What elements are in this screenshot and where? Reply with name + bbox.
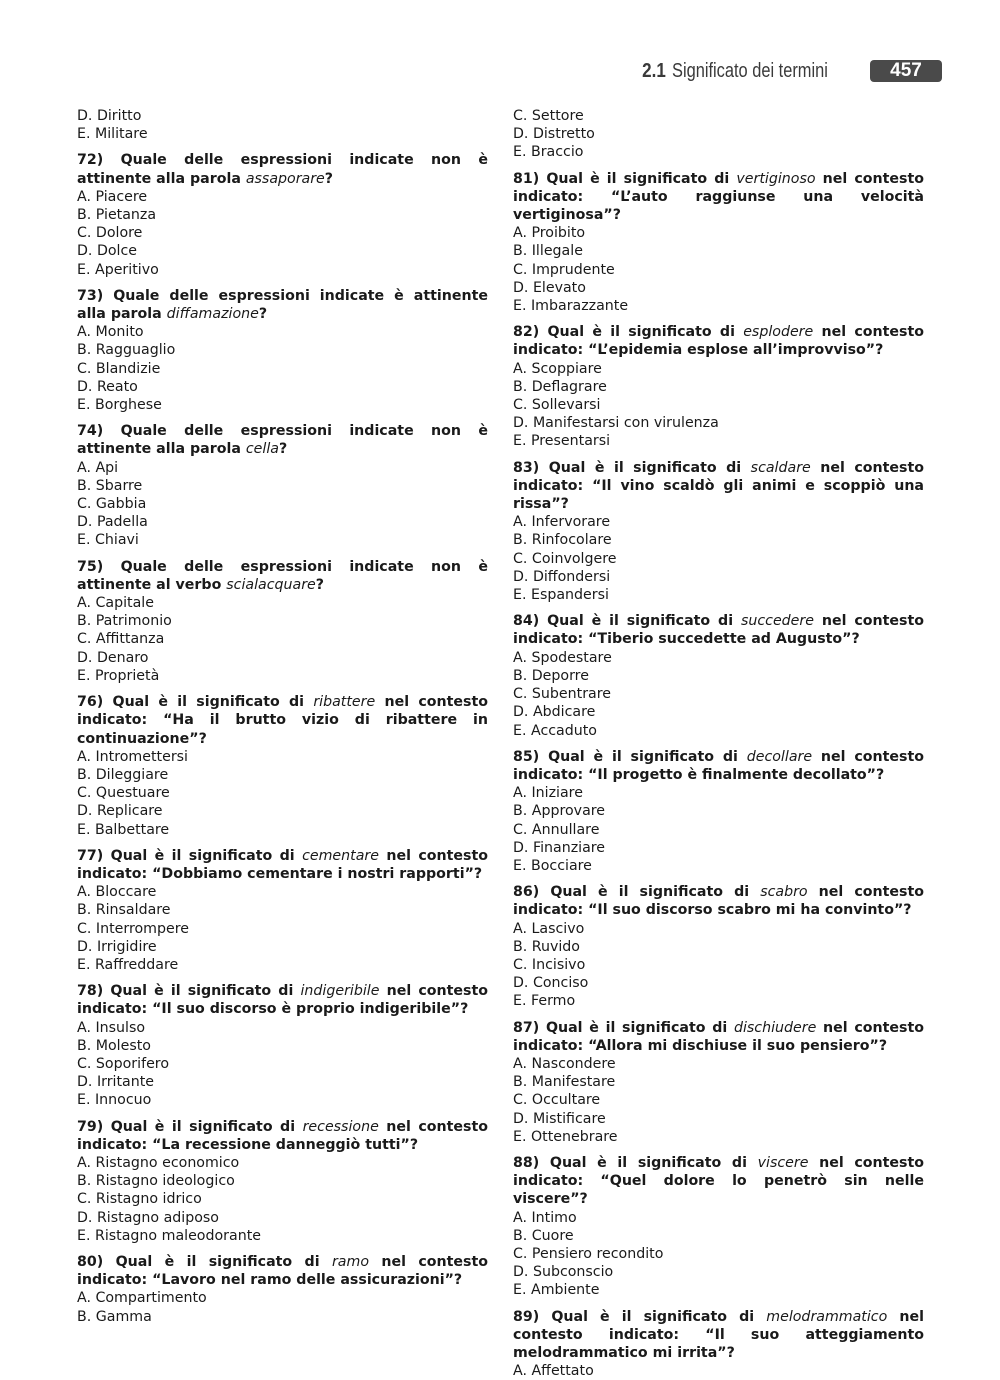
question-text xyxy=(513,1019,924,1055)
answer-option: A. Intromettersi xyxy=(77,748,188,765)
question-prefix: 72) Quale delle espressioni indicate non è attinente alla parola xyxy=(77,152,488,187)
answer-option: D. Ristagno adiposo xyxy=(77,1209,219,1226)
answer-option: E. Fermo xyxy=(513,993,576,1010)
question-prefix: 76) Qual è il significato di xyxy=(77,694,314,711)
question-prefix: 85) Qual è il significato di xyxy=(513,748,747,765)
question-block xyxy=(513,883,924,1010)
answer-option: A. Nascondere xyxy=(513,1055,616,1072)
section-number: 2.1 xyxy=(642,59,666,82)
answer-option: C. Dolore xyxy=(77,225,143,242)
answer-option: B. Illegale xyxy=(513,243,583,260)
answer-option: E. Militare xyxy=(77,126,148,143)
answer-option: D. Mistificare xyxy=(513,1110,606,1127)
answer-option: A. Capitale xyxy=(77,595,154,612)
question-prefix: 87) Qual è il significato di xyxy=(513,1019,734,1036)
question-suffix: nel contesto indicato: “Il suo discorso è proprio indigeribile”? xyxy=(77,983,488,1018)
answer-option: B. Rinfocolare xyxy=(513,532,612,549)
answer-option: D. Diffondersi xyxy=(513,568,611,585)
question-prefix: 86) Qual è il significato di xyxy=(513,884,761,901)
answer-option: C. Subentrare xyxy=(513,686,611,703)
question-suffix: nel contesto indicato: “La recessione danneggiò tutti”? xyxy=(77,1118,488,1153)
question-keyword: assaporare xyxy=(245,170,325,187)
question-keyword: vertiginoso xyxy=(736,170,816,187)
question-suffix: nel contesto indicato: “L’auto raggiunse una velocità vertiginosa”? xyxy=(513,170,924,224)
question-text xyxy=(513,748,924,784)
question-suffix: ? xyxy=(278,441,288,458)
answer-option: E. Presentarsi xyxy=(513,433,611,450)
question-text xyxy=(513,1308,924,1363)
answer-option: A. Lascivo xyxy=(513,920,585,937)
question-block xyxy=(77,1253,488,1326)
question-text xyxy=(77,422,488,458)
answer-option: B. Deporre xyxy=(513,667,589,684)
left-column xyxy=(77,107,488,1326)
question-suffix: nel contesto indicato: “Dobbiamo cementare i nostri rapporti”? xyxy=(77,847,488,882)
question-block xyxy=(77,558,488,685)
answer-option: B. Sbarre xyxy=(77,477,143,494)
question-suffix: ? xyxy=(324,170,334,187)
question-suffix: nel contesto indicato: “Tiberio succedette ad Augusto”? xyxy=(513,613,924,648)
question-prefix: 75) Quale delle espressioni indicate non è attinente al verbo xyxy=(77,558,488,593)
answer-option: A. Spodestare xyxy=(513,649,612,666)
answer-option: D. Irrigidire xyxy=(77,938,157,955)
answer-option: A. Ristagno economico xyxy=(77,1154,240,1171)
question-prefix: 81) Qual è il significato di xyxy=(513,170,737,187)
page-header xyxy=(638,60,942,82)
answer-option: B. Rinsaldare xyxy=(77,902,171,919)
question-text xyxy=(77,558,488,594)
question-text xyxy=(77,982,488,1018)
question-text xyxy=(77,151,488,187)
answer-option: A. Compartimento xyxy=(77,1290,207,1307)
answer-option: B. Molesto xyxy=(77,1037,151,1054)
answer-option: D. Distretto xyxy=(513,126,595,143)
answer-option: E. Innocuo xyxy=(77,1092,152,1109)
question-text xyxy=(513,170,924,225)
answer-option: E. Braccio xyxy=(513,144,584,161)
answer-option: E. Bocciare xyxy=(513,857,592,874)
answer-option: D. Irritante xyxy=(77,1074,155,1091)
question-keyword: ramo xyxy=(331,1253,369,1270)
answer-option: D. Conciso xyxy=(513,975,589,992)
question-block xyxy=(513,1154,924,1300)
answer-option: C. Coinvolgere xyxy=(513,550,617,567)
question-suffix: nel contesto indicato: “Allora mi dischiuse il suo pensiero”? xyxy=(513,1019,924,1054)
answer-option: D. Diritto xyxy=(77,108,142,124)
question-text xyxy=(513,459,924,514)
answer-option: D. Denaro xyxy=(77,649,149,666)
answer-option: C. Annullare xyxy=(513,821,600,838)
question-prefix: 78) Qual è il significato di xyxy=(77,983,301,1000)
question-block xyxy=(77,287,488,414)
question-keyword: indigeribile xyxy=(300,983,380,1000)
answer-option: B. Deflagrare xyxy=(513,378,607,395)
question-block xyxy=(77,151,488,278)
question-prefix: 74) Quale delle espressioni indicate non è attinente alla parola xyxy=(77,423,488,458)
question-text xyxy=(77,1253,488,1289)
answer-option: E. Accaduto xyxy=(513,722,597,739)
question-block xyxy=(77,1118,488,1245)
question-keyword: succedere xyxy=(740,613,814,630)
answer-option: A. Intimo xyxy=(513,1209,577,1226)
answer-option: A. Api xyxy=(77,459,119,476)
answer-option: D. Manifestarsi con virulenza xyxy=(513,415,719,432)
answer-option: D. Padella xyxy=(77,514,148,531)
question-block xyxy=(513,459,924,605)
answer-option: E. Ottenebrare xyxy=(513,1128,618,1145)
answer-option: C. Pensiero recondito xyxy=(513,1245,664,1262)
question-block xyxy=(513,323,924,450)
question-suffix: ? xyxy=(315,576,325,593)
answer-option: D. Replicare xyxy=(77,803,163,820)
question-keyword: recessione xyxy=(302,1118,379,1135)
question-prefix: 82) Qual è il significato di xyxy=(513,324,744,341)
answer-option: B. Cuore xyxy=(513,1227,574,1244)
answer-option: C. Blandizie xyxy=(77,360,161,377)
question-block xyxy=(77,847,488,974)
question-prefix: 89) Qual è il significato di xyxy=(513,1308,767,1325)
answer-option: E. Ristagno maleodorante xyxy=(77,1227,261,1244)
question-prefix: 79) Qual è il significato di xyxy=(77,1118,303,1135)
answer-option: C. Settore xyxy=(513,108,584,124)
answer-option: B. Gamma xyxy=(77,1308,152,1325)
answer-option: C. Affittanza xyxy=(77,631,165,648)
question-prefix: 83) Qual è il significato di xyxy=(513,459,751,476)
answer-option: E. Aperitivo xyxy=(77,261,159,278)
answer-option: B. Ristagno ideologico xyxy=(77,1173,235,1190)
question-block xyxy=(77,982,488,1109)
answer-option: D. Finanziare xyxy=(513,839,606,856)
question-block xyxy=(513,1308,924,1380)
answer-option: A. Bloccare xyxy=(77,884,157,901)
question-keyword: melodrammatico xyxy=(766,1308,888,1325)
question-prefix: 77) Qual è il significato di xyxy=(77,847,303,864)
answer-option: C. Soporifero xyxy=(77,1055,169,1072)
question-keyword: viscere xyxy=(757,1154,809,1171)
answer-option: E. Borghese xyxy=(77,397,162,414)
right-column xyxy=(513,107,924,1380)
question-text xyxy=(513,612,924,648)
answer-option: C. Imprudente xyxy=(513,261,615,278)
answer-option: E. Imbarazzante xyxy=(513,298,629,315)
answer-option: C. Interrompere xyxy=(77,920,189,937)
question-keyword: scabro xyxy=(760,884,808,901)
answer-option: C. Incisivo xyxy=(513,956,586,973)
question-keyword: cella xyxy=(245,441,279,458)
answer-option: A. Piacere xyxy=(77,188,148,205)
question-keyword: ribattere xyxy=(313,694,376,711)
answer-option: B. Ragguaglio xyxy=(77,342,176,359)
answer-option: D. Elevato xyxy=(513,279,586,296)
question-text xyxy=(77,1118,488,1154)
answer-option: A. Affettato xyxy=(513,1363,594,1380)
question-keyword: dischiudere xyxy=(733,1019,817,1036)
answer-option: B. Dileggiare xyxy=(77,766,169,783)
question-suffix: nel contesto indicato: “Ha il brutto vizio di ribattere in continuazione”? xyxy=(77,694,488,747)
section-title: Significato dei termini xyxy=(671,59,828,82)
question-suffix: nel contesto indicato: “Il suo discorso scabro mi ha convinto”? xyxy=(513,884,924,919)
question-prefix: 73) Quale delle espressioni indicate è attinente alla parola xyxy=(77,287,488,323)
answer-option: A. Scoppiare xyxy=(513,360,602,377)
answer-option: E. Proprietà xyxy=(77,667,160,684)
question-suffix: nel contesto indicato: “Il suo atteggiamento melodrammatico mi irrita”? xyxy=(513,1308,924,1361)
answer-option: B. Patrimonio xyxy=(77,613,172,630)
answer-option: B. Ruvido xyxy=(513,938,580,955)
answer-option: B. Manifestare xyxy=(513,1074,616,1091)
question-block xyxy=(77,693,488,839)
question-prefix: 84) Qual è il significato di xyxy=(513,613,741,630)
answer-option: C. Questuare xyxy=(77,785,170,802)
question-prefix: 80) Qual è il significato di xyxy=(77,1253,332,1270)
answer-option: E. Espandersi xyxy=(513,587,609,604)
answer-option: A. Iniziare xyxy=(513,785,583,802)
question-suffix: ? xyxy=(258,306,268,323)
question-prefix: 88) Qual è il significato di xyxy=(513,1154,758,1171)
question-text xyxy=(77,693,488,748)
question-text xyxy=(513,883,924,919)
answer-option: B. Approvare xyxy=(513,803,606,820)
answer-option: C. Gabbia xyxy=(77,496,147,513)
answer-option: E. Chiavi xyxy=(77,532,139,549)
question-suffix: nel contesto indicato: “Lavoro nel ramo delle assicurazioni”? xyxy=(77,1253,488,1289)
answer-option: A. Infervorare xyxy=(513,514,611,531)
answer-option: A. Proibito xyxy=(513,225,586,242)
answer-option: E. Raffreddare xyxy=(77,956,179,973)
question-suffix: nel contesto indicato: “Il vino scaldò gli animi e scoppiò una rissa”? xyxy=(513,459,924,513)
question-keyword: diffamazione xyxy=(166,306,259,323)
question-suffix: nel contesto indicato: “Il progetto è finalmente decollato”? xyxy=(513,748,924,783)
question-keyword: cementare xyxy=(302,847,379,864)
answer-option: D. Abdicare xyxy=(513,704,596,721)
question-block xyxy=(513,748,924,875)
answer-option: D. Reato xyxy=(77,378,138,395)
answer-option: D. Dolce xyxy=(77,243,138,260)
answer-option: D. Subconscio xyxy=(513,1264,614,1281)
question-block xyxy=(513,1019,924,1146)
answer-option: C. Occultare xyxy=(513,1092,601,1109)
question-text xyxy=(77,847,488,883)
answer-option: B. Pietanza xyxy=(77,207,157,224)
question-keyword: scialacquare xyxy=(226,576,316,593)
answer-option: A. Insulso xyxy=(77,1019,146,1036)
answer-option: C. Ristagno idrico xyxy=(77,1191,202,1208)
answer-option: A. Monito xyxy=(77,324,144,341)
question-text xyxy=(77,287,488,323)
question-block xyxy=(513,170,924,316)
question-suffix: nel contesto indicato: “Quel dolore lo penetrò sin nelle viscere”? xyxy=(513,1154,924,1208)
page-number: 457 xyxy=(870,60,942,82)
question-keyword: scaldare xyxy=(750,459,811,476)
question-text xyxy=(513,1154,924,1209)
answer-option: E. Balbettare xyxy=(77,821,170,838)
question-text xyxy=(513,323,924,359)
answer-option: C. Sollevarsi xyxy=(513,397,601,414)
question-keyword: esplodere xyxy=(743,324,814,341)
question-block xyxy=(77,422,488,549)
question-block xyxy=(513,612,924,739)
question-keyword: decollare xyxy=(746,748,813,765)
question-suffix: nel contesto indicato: “L’epidemia esplose all’improvviso”? xyxy=(513,324,924,359)
answer-option: E. Ambiente xyxy=(513,1282,600,1299)
